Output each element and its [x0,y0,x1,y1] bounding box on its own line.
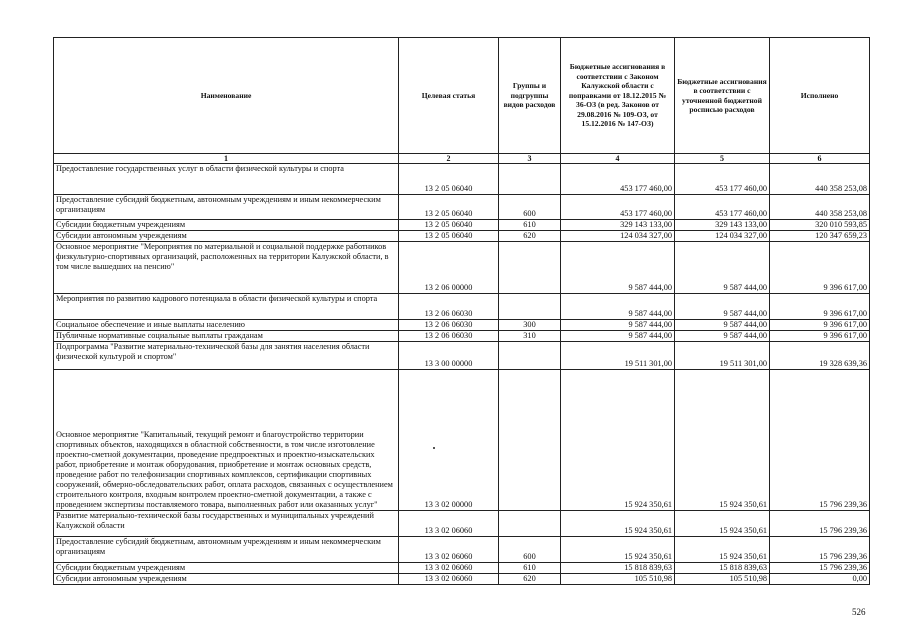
row-name: Основное мероприятие "Мероприятия по материальной и социальной поддержке работников физкультурно-спортивных организаций, расположенных на территории Калужской области, в том числе вышедших на пенсию" [54,242,399,294]
row-executed-amount: 120 347 659,23 [770,231,870,242]
row-plan-amount: 105 510,98 [675,574,770,585]
row-law-amount: 15 924 350,61 [561,370,675,511]
table-row [54,294,870,320]
row-law-amount: 124 034 327,00 [561,231,675,242]
table-row [54,342,870,370]
row-law-amount: 329 143 133,00 [561,220,675,231]
table-row [54,331,870,342]
row-target-code: 13 2 06 06030 [399,331,499,342]
row-target-code: 13 2 05 06040 [399,231,499,242]
row-executed-amount: 15 796 239,36 [770,537,870,563]
row-group [499,370,561,511]
row-executed-amount: 15 796 239,36 [770,563,870,574]
row-name: Публичные нормативные социальные выплаты гражданам [54,331,399,342]
row-executed-amount: 0,00 [770,574,870,585]
table-row [54,242,870,294]
row-name: Предоставление субсидий бюджетным, автономным учреждениям и иным некоммерческим организациям [54,537,399,563]
column-number-row [54,154,870,164]
row-plan-amount: 453 177 460,00 [675,195,770,220]
table-row [54,164,870,195]
table-row [54,370,870,511]
header-refined-allocation: Бюджетные ассигнования в соответствии с уточненной бюджетной росписью расходов [675,38,770,154]
scan-speck [433,447,435,449]
column-number: 2 [399,154,499,164]
row-group: 600 [499,195,561,220]
row-executed-amount: 440 358 253,08 [770,164,870,195]
row-group [499,342,561,370]
row-plan-amount: 124 034 327,00 [675,231,770,242]
header-target-article: Целевая статья [399,38,499,154]
table-row [54,574,870,585]
row-target-code: 13 3 02 06060 [399,511,499,537]
row-law-amount: 19 511 301,00 [561,342,675,370]
row-group [499,511,561,537]
row-executed-amount: 9 396 617,00 [770,294,870,320]
header-row [54,38,870,154]
row-group: 310 [499,331,561,342]
row-plan-amount: 9 587 444,00 [675,320,770,331]
column-number: 3 [499,154,561,164]
row-group: 620 [499,231,561,242]
row-target-code: 13 3 02 00000 [399,370,499,511]
row-target-code: 13 2 06 00000 [399,242,499,294]
row-group: 600 [499,537,561,563]
row-name: Субсидии автономным учреждениям [54,574,399,585]
header-law-allocation: Бюджетные ассигнования в соответствии с Законом Калужской области с поправками от 18.12.2015 № 36-ОЗ (в ред. Законов от 29.08.2016 № 109-ОЗ, от 15.12.2016 № 147-ОЗ) [561,38,675,154]
row-executed-amount: 9 396 617,00 [770,242,870,294]
row-name: Мероприятия по развитию кадрового потенциала в области физической культуры и спорта [54,294,399,320]
row-law-amount: 9 587 444,00 [561,331,675,342]
column-number: 5 [675,154,770,164]
row-name: Подпрограмма "Развитие материально-технической базы для занятия населения области физической культурой и спортом" [54,342,399,370]
table-row [54,511,870,537]
row-group: 300 [499,320,561,331]
row-name: Субсидии бюджетным учреждениям [54,220,399,231]
header-name: Наименование [54,38,399,154]
row-plan-amount: 9 587 444,00 [675,242,770,294]
row-target-code: 13 2 06 06030 [399,294,499,320]
row-target-code: 13 3 02 06060 [399,574,499,585]
row-group: 620 [499,574,561,585]
row-law-amount: 15 924 350,61 [561,511,675,537]
table-row [54,195,870,220]
table-row [54,231,870,242]
row-plan-amount: 9 587 444,00 [675,294,770,320]
row-law-amount: 9 587 444,00 [561,242,675,294]
table-row [54,320,870,331]
row-executed-amount: 9 396 617,00 [770,320,870,331]
row-plan-amount: 19 511 301,00 [675,342,770,370]
row-name: Предоставление субсидий бюджетным, автономным учреждениям и иным некоммерческим организациям [54,195,399,220]
row-group [499,164,561,195]
row-plan-amount: 453 177 460,00 [675,164,770,195]
row-target-code: 13 2 05 06040 [399,164,499,195]
row-name: Субсидии автономным учреждениям [54,231,399,242]
row-law-amount: 453 177 460,00 [561,164,675,195]
row-name: Предоставление государственных услуг в области физической культуры и спорта [54,164,399,195]
row-target-code: 13 2 06 06030 [399,320,499,331]
row-target-code: 13 3 02 06060 [399,537,499,563]
row-plan-amount: 15 924 350,61 [675,537,770,563]
row-plan-amount: 15 924 350,61 [675,370,770,511]
row-group [499,242,561,294]
row-name: Социальное обеспечение и иные выплаты населению [54,320,399,331]
row-plan-amount: 329 143 133,00 [675,220,770,231]
table-row [54,220,870,231]
row-law-amount: 453 177 460,00 [561,195,675,220]
row-law-amount: 15 818 839,63 [561,563,675,574]
row-group: 610 [499,220,561,231]
row-executed-amount: 320 010 593,85 [770,220,870,231]
row-law-amount: 9 587 444,00 [561,320,675,331]
column-number: 1 [54,154,399,164]
row-law-amount: 9 587 444,00 [561,294,675,320]
row-group: 610 [499,563,561,574]
column-number: 4 [561,154,675,164]
table-row [54,563,870,574]
budget-table [53,37,870,585]
row-plan-amount: 15 924 350,61 [675,511,770,537]
table-row [54,537,870,563]
page-number: 526 [852,607,866,617]
header-executed: Исполнено [770,38,870,154]
row-plan-amount: 15 818 839,63 [675,563,770,574]
row-target-code: 13 3 00 00000 [399,342,499,370]
row-executed-amount: 440 358 253,08 [770,195,870,220]
row-name: Развитие материально-технической базы государственных и муниципальных учреждений Калужской области [54,511,399,537]
row-group [499,294,561,320]
row-target-code: 13 2 05 06040 [399,220,499,231]
row-executed-amount: 9 396 617,00 [770,331,870,342]
row-executed-amount: 15 796 239,36 [770,370,870,511]
row-name: Субсидии бюджетным учреждениям [54,563,399,574]
header-expense-group: Группы и подгруппы видов расходов [499,38,561,154]
row-name: Основное мероприятие "Капитальный, текущий ремонт и благоустройство территории спортивных объектов, находящихся в областной собственности, в том числе изготовление проектно-сметной документации, проведение предпроектных и проектно-изыскательских работ, приобретение и монтаж оборудования, приобретение и монтаж основных средств, проведение работ по телефонизации спортивных комплексов, сертификации спортивных сооружений, обмерно-обследовательских работ, оплата расходов, связанных с осуществлением строительного контроля, входным контролем проектно-сметной документации, а также с проведением экспертизы поставляемого товара, выполненных работ или оказанных услуг" [54,370,399,511]
row-target-code: 13 2 05 06040 [399,195,499,220]
row-executed-amount: 19 328 639,36 [770,342,870,370]
column-number: 6 [770,154,870,164]
row-plan-amount: 9 587 444,00 [675,331,770,342]
row-executed-amount: 15 796 239,36 [770,511,870,537]
row-law-amount: 105 510,98 [561,574,675,585]
row-law-amount: 15 924 350,61 [561,537,675,563]
row-target-code: 13 3 02 06060 [399,563,499,574]
